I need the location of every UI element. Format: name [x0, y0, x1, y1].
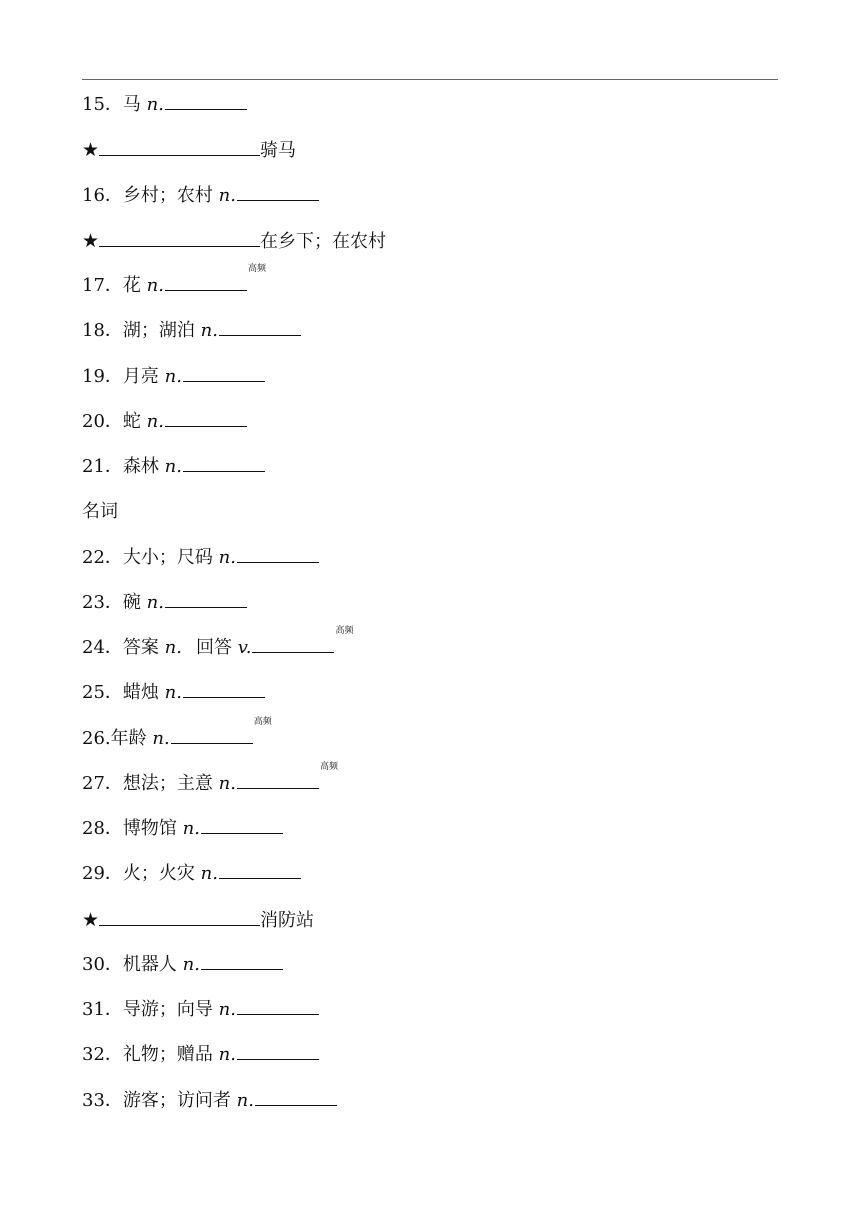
item-number: 21． — [82, 456, 123, 477]
item-meaning: 乡村；农村 — [122, 184, 219, 206]
answer-blank[interactable] — [255, 1105, 337, 1106]
item-meaning: 蜡烛 — [122, 682, 165, 704]
section-heading-text: 名词 — [82, 501, 118, 523]
phrase-item — [82, 131, 772, 176]
answer-blank[interactable] — [201, 969, 283, 970]
item-number: 25． — [82, 682, 123, 704]
part-of-speech: n. — [164, 682, 182, 704]
answer-blank[interactable] — [201, 833, 283, 834]
vocab-item — [82, 584, 772, 629]
frequency-note: 高频 — [253, 716, 272, 727]
star-icon: ★ — [82, 139, 100, 162]
answer-blank[interactable] — [99, 925, 260, 926]
answer-blank[interactable] — [237, 562, 319, 563]
item-meaning: 湖；湖泊 — [122, 320, 201, 342]
answer-blank[interactable] — [165, 426, 247, 427]
answer-blank[interactable] — [171, 743, 253, 744]
part-of-speech: n. — [164, 456, 182, 477]
frequency-note: 高频 — [319, 761, 338, 772]
frequency-note: 高频 — [335, 626, 354, 636]
item-meaning: 森林 — [122, 456, 165, 477]
item-meaning: 花 — [122, 275, 147, 296]
part-of-speech: n. — [146, 410, 164, 432]
item-number: 19． — [82, 365, 123, 387]
item-meaning: 游客；访问者 — [122, 1089, 237, 1111]
vocab-item — [82, 810, 772, 855]
vocab-item — [82, 448, 772, 493]
item-number: 15． — [82, 94, 123, 115]
item-meaning-secondary: 回答 — [195, 637, 238, 658]
item-number: 26. — [82, 727, 111, 749]
item-number: 28． — [82, 818, 123, 839]
vocab-item — [82, 946, 772, 991]
vocab-item — [82, 761, 772, 810]
part-of-speech: n. — [200, 320, 218, 342]
phrase-meaning: 消防站 — [260, 909, 315, 931]
part-of-speech: n. — [218, 999, 236, 1020]
item-number: 22． — [82, 546, 123, 568]
part-of-speech: n. — [164, 637, 182, 658]
item-meaning: 碗 — [122, 591, 147, 613]
item-number: 32． — [82, 1044, 123, 1066]
answer-blank[interactable] — [183, 697, 265, 698]
item-number: 16． — [82, 184, 123, 206]
phrase-item — [82, 901, 772, 946]
item-number: 29． — [82, 863, 123, 885]
vocab-item — [82, 539, 772, 584]
vocab-item — [82, 1036, 772, 1081]
item-number: 23． — [82, 591, 123, 613]
answer-blank[interactable] — [183, 381, 265, 382]
item-meaning: 蛇 — [122, 410, 147, 432]
answer-blank[interactable] — [237, 200, 319, 201]
answer-blank[interactable] — [219, 335, 301, 336]
part-of-speech: n. — [218, 1044, 236, 1066]
vocab-item — [82, 358, 772, 403]
item-number: 31． — [82, 999, 123, 1020]
star-icon: ★ — [82, 229, 100, 252]
vocab-item — [82, 626, 772, 674]
frequency-note: 高频 — [247, 264, 266, 274]
vocabulary-list — [82, 86, 772, 1127]
answer-blank[interactable] — [99, 155, 260, 156]
item-number: 17． — [82, 275, 123, 296]
item-meaning: 年龄 — [110, 727, 153, 749]
item-meaning: 马 — [122, 94, 147, 115]
item-meaning: 导游；向导 — [122, 999, 219, 1020]
phrase-meaning: 骑马 — [260, 140, 297, 162]
item-number: 20． — [82, 410, 123, 432]
vocab-item — [82, 403, 772, 448]
part-of-speech-secondary: v. — [237, 637, 252, 658]
vocab-item — [82, 264, 772, 312]
vocab-item — [82, 86, 772, 131]
header-rule — [82, 79, 778, 80]
item-number: 27． — [82, 772, 123, 794]
part-of-speech: n. — [236, 1089, 254, 1111]
part-of-speech: n. — [146, 94, 164, 115]
answer-blank[interactable] — [252, 652, 334, 653]
phrase-meaning: 在乡下；在农村 — [260, 230, 387, 252]
answer-blank[interactable] — [237, 1059, 319, 1060]
item-meaning: 答案 — [122, 637, 165, 658]
answer-blank[interactable] — [219, 878, 301, 879]
item-number: 18． — [82, 320, 123, 342]
item-meaning: 礼物；赠品 — [122, 1044, 219, 1066]
part-of-speech: n. — [164, 365, 182, 387]
answer-blank[interactable] — [165, 290, 247, 291]
item-number: 33． — [82, 1089, 123, 1111]
part-of-speech: n. — [146, 275, 164, 296]
item-meaning: 大小；尺码 — [122, 546, 219, 568]
item-meaning: 想法；主意 — [122, 772, 219, 794]
vocab-item — [82, 1082, 772, 1127]
part-of-speech: n. — [200, 863, 218, 885]
answer-blank[interactable] — [237, 788, 319, 789]
part-of-speech: n. — [218, 546, 236, 568]
answer-blank[interactable] — [183, 471, 265, 472]
vocab-item — [82, 991, 772, 1036]
item-meaning: 机器人 — [122, 953, 183, 975]
answer-blank[interactable] — [165, 607, 247, 608]
part-of-speech: n. — [218, 184, 236, 206]
vocab-item — [82, 674, 772, 719]
section-heading — [82, 493, 772, 538]
vocab-item — [82, 855, 772, 900]
answer-blank[interactable] — [237, 1014, 319, 1015]
phrase-item — [82, 222, 772, 267]
vocab-item — [82, 177, 772, 222]
vocab-item — [82, 312, 772, 357]
item-number: 24． — [82, 637, 123, 658]
part-of-speech: n. — [146, 591, 164, 613]
part-of-speech: n. — [182, 953, 200, 975]
star-icon: ★ — [82, 908, 100, 931]
answer-blank[interactable] — [99, 246, 260, 247]
item-meaning: 博物馆 — [122, 818, 183, 839]
part-of-speech: n. — [182, 818, 200, 839]
part-of-speech: n. — [152, 727, 170, 749]
vocab-item — [82, 716, 772, 765]
item-meaning: 火；火灾 — [122, 863, 201, 885]
answer-blank[interactable] — [165, 109, 247, 110]
item-meaning: 月亮 — [122, 365, 165, 387]
part-of-speech: n. — [218, 772, 236, 794]
item-number: 30． — [82, 953, 123, 975]
